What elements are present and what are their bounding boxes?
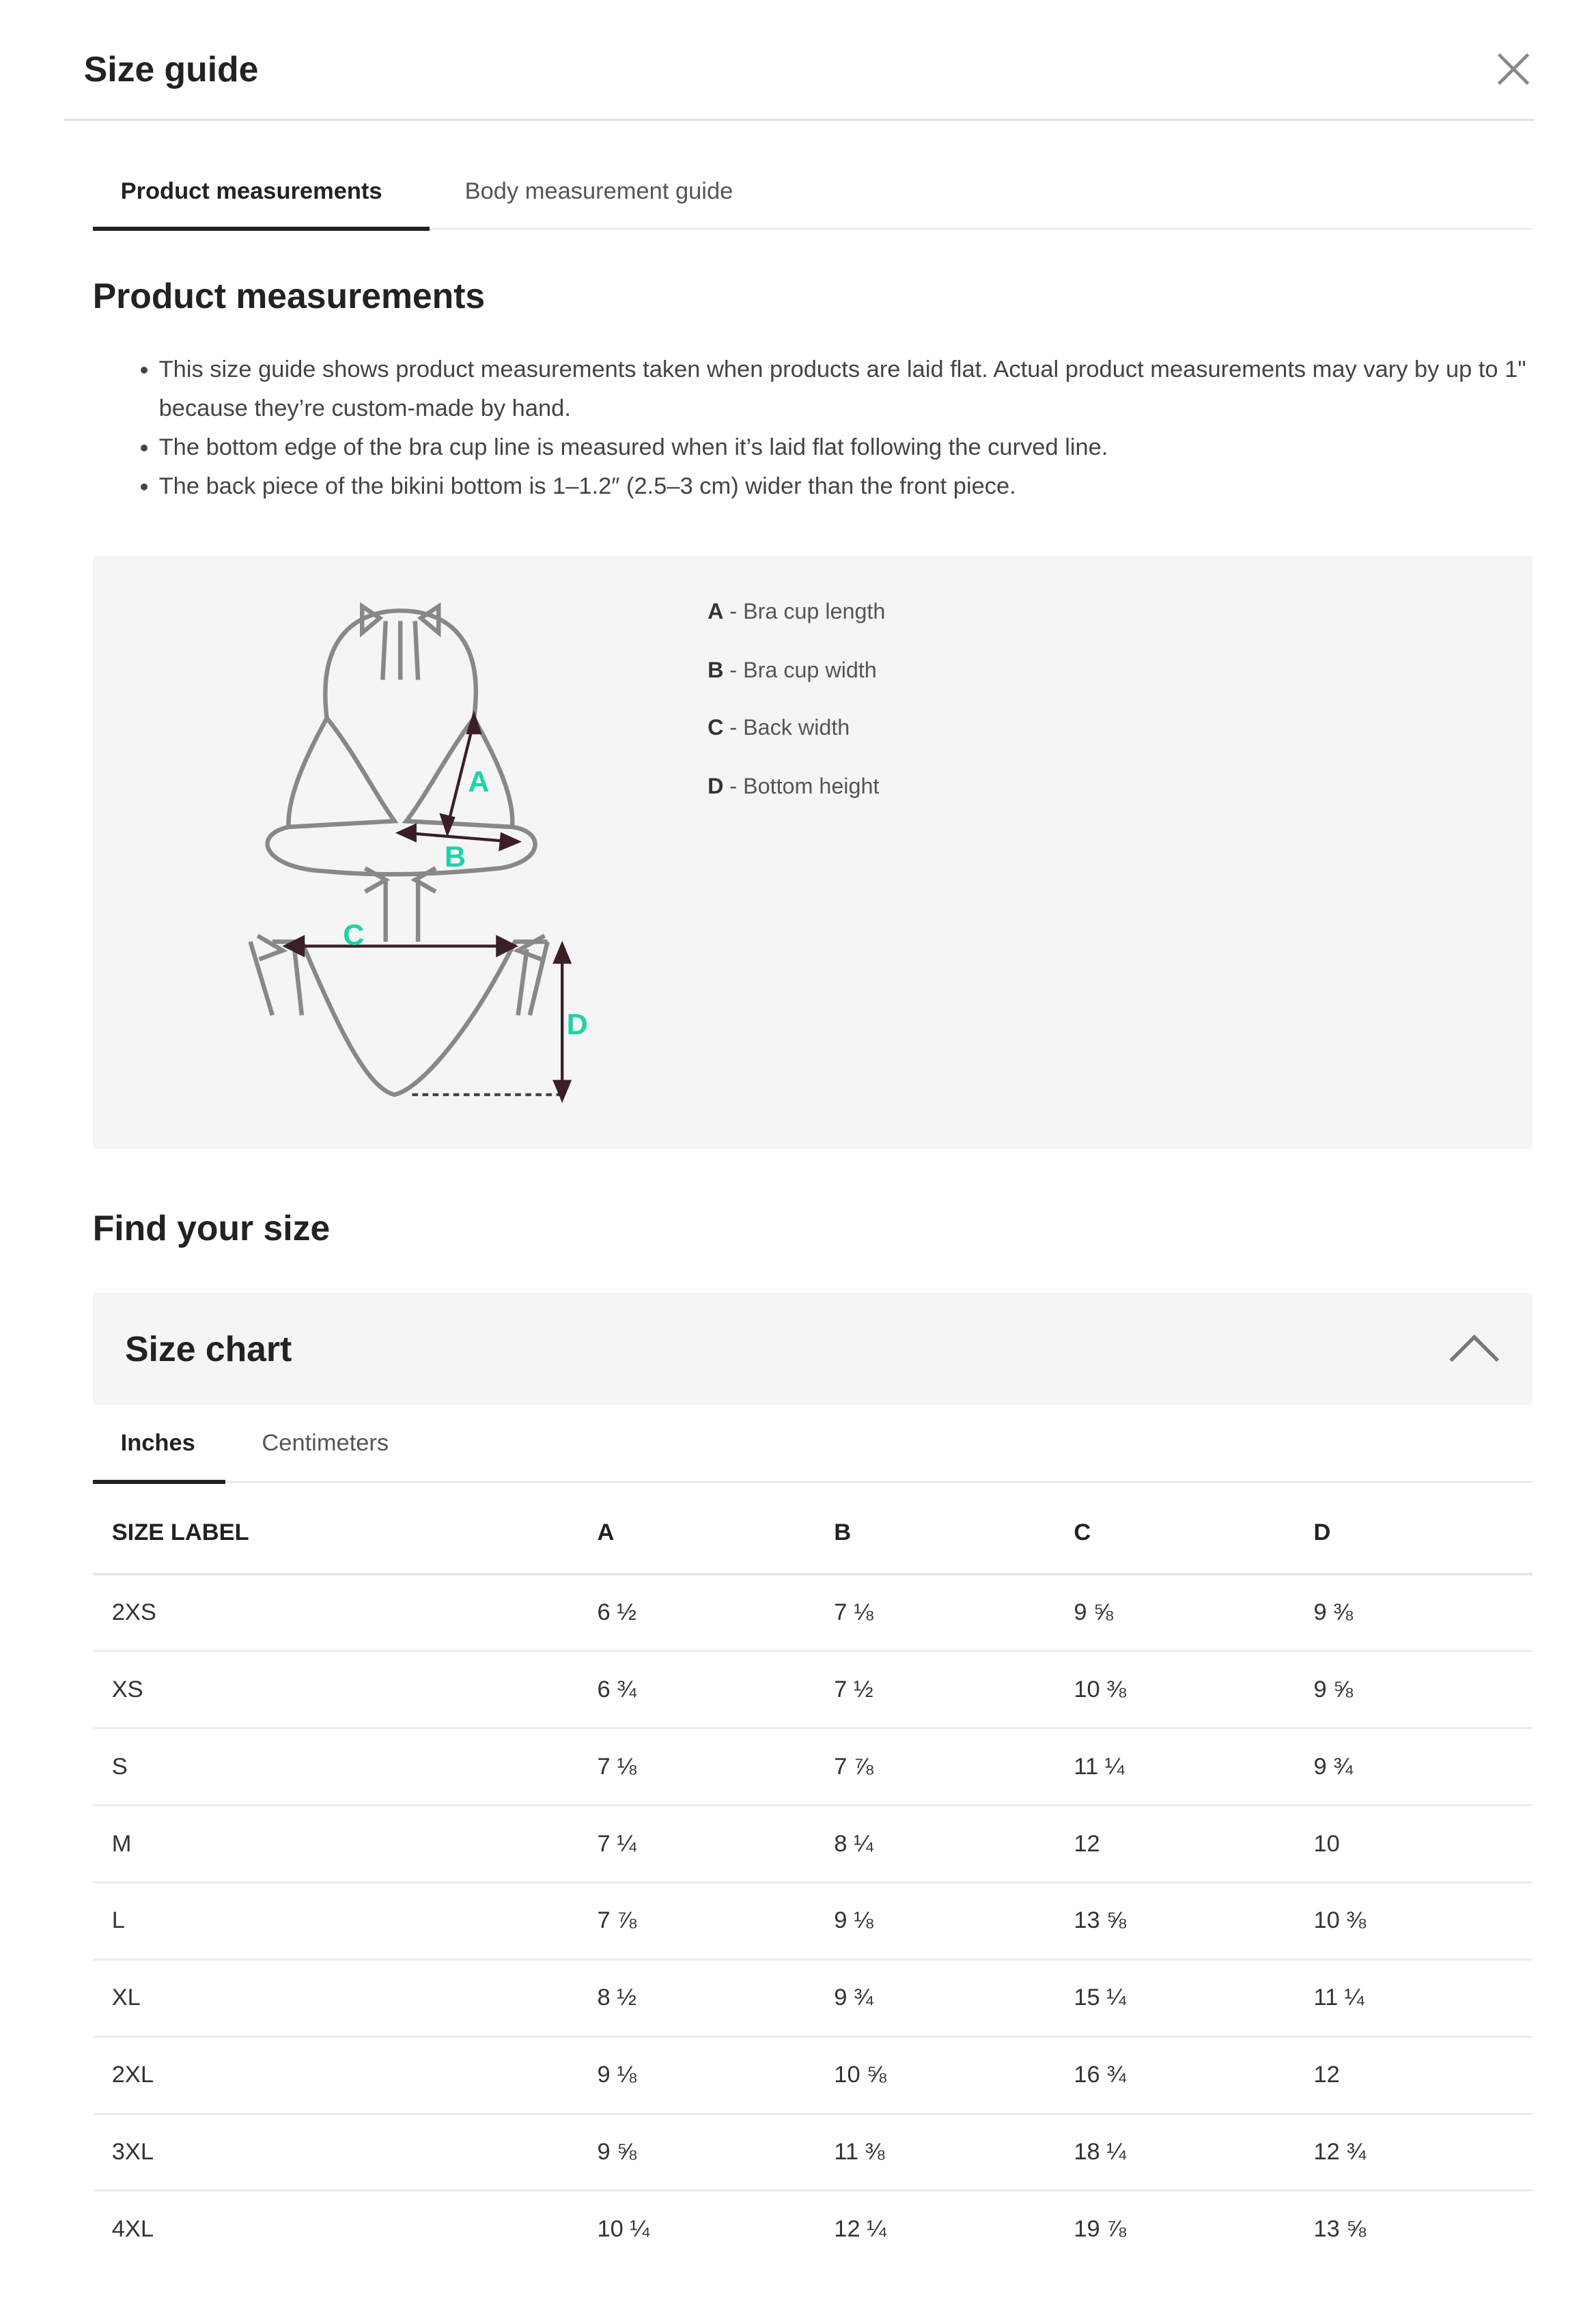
table-row — [93, 1806, 1533, 1883]
label-d: D — [566, 1008, 588, 1041]
table-cell: 11 ⅜ — [834, 2114, 1074, 2191]
table-cell: 9 ¾ — [834, 1959, 1074, 2036]
unit-tabs-divider — [93, 1481, 1533, 1483]
table-cell: 8 ¼ — [834, 1806, 1074, 1883]
legend-label: - Bra cup length — [723, 598, 886, 623]
size-chart-accordion-header[interactable] — [93, 1293, 1533, 1405]
table-cell: 12 — [1313, 2036, 1532, 2114]
table-cell: 16 ¾ — [1074, 2036, 1313, 2114]
table-cell: 8 ½ — [598, 1959, 835, 2036]
table-row — [93, 1728, 1533, 1806]
note-item: • The back piece of the bikini bottom is 1–1.2″ (2.5–3 cm) wider than the front piece. — [159, 467, 1556, 506]
table-row — [93, 1882, 1533, 1959]
table-cell: 7 ½ — [834, 1651, 1074, 1728]
note-item: • The bottom edge of the bra cup line is measured when it’s laid flat following the curved line. — [159, 428, 1556, 467]
tab-inches[interactable]: Inches — [120, 1429, 195, 1456]
legend-item-a — [708, 599, 885, 624]
table-row — [93, 2191, 1533, 2267]
table-cell: XS — [93, 1651, 598, 1728]
legend-key: B — [708, 657, 724, 682]
dialog-title: Size guide — [83, 49, 259, 89]
table-row — [93, 1959, 1533, 2036]
column-header: B — [834, 1493, 1074, 1573]
active-unit-indicator — [93, 1480, 225, 1484]
table-cell: 4XL — [111, 2215, 154, 2242]
table-cell: 7 ⅞ — [834, 1728, 1074, 1806]
table-cell: 3XL — [93, 2114, 598, 2191]
table-cell: 9 ⅜ — [1313, 1574, 1532, 1651]
section-heading: Product measurements — [92, 275, 486, 316]
label-a: A — [467, 765, 490, 798]
table-cell: L — [93, 1882, 598, 1959]
table-cell: M — [93, 1806, 598, 1883]
legend-key: D — [708, 774, 724, 798]
table-cell: 10 — [1313, 1806, 1532, 1883]
table-cell: 19 ⅞ — [1074, 2215, 1127, 2242]
table-cell: 9 ⅛ — [598, 2036, 835, 2114]
table-cell: 9 ⅝ — [598, 2114, 835, 2191]
column-header: C — [1074, 1493, 1313, 1573]
table-cell: 12 — [1074, 1806, 1313, 1883]
table-cell: 9 ⅝ — [1313, 1651, 1532, 1728]
size-table — [93, 1493, 1533, 2267]
table-cell: 7 ⅞ — [598, 1882, 835, 1959]
header-divider — [64, 119, 1535, 120]
column-header: A — [598, 1493, 835, 1573]
table-cell: 9 ¾ — [1313, 1728, 1532, 1806]
table-cell: 13 ⅝ — [1313, 2215, 1367, 2242]
legend-label: - Bottom height — [723, 774, 880, 798]
table-cell: 7 ¼ — [598, 1806, 835, 1883]
table-cell: 11 ¼ — [1074, 1728, 1313, 1806]
table-header-row — [93, 1493, 1533, 1573]
legend-key: A — [708, 598, 724, 623]
column-header: SIZE LABEL — [93, 1493, 598, 1573]
legend-item-b — [708, 658, 877, 683]
table-cell: 15 ¼ — [1074, 1959, 1313, 2036]
table-cell: 12 ¾ — [1313, 2114, 1532, 2191]
table-cell: 9 ⅛ — [834, 1882, 1074, 1959]
label-b: B — [444, 840, 466, 873]
column-header: D — [1313, 1493, 1532, 1573]
active-tab-indicator — [93, 227, 430, 231]
table-row — [93, 1651, 1533, 1728]
table-cell: 10 ⅝ — [834, 2036, 1074, 2114]
tab-product-measurements[interactable]: Product measurements — [120, 178, 382, 204]
chevron-up-icon[interactable] — [1448, 1328, 1501, 1366]
table-cell: 10 ⅜ — [1074, 1651, 1313, 1728]
table-cell: 9 ⅝ — [1074, 1574, 1313, 1651]
table-cell: 10 ⅜ — [1313, 1882, 1532, 1959]
table-cell: 2XS — [93, 1574, 598, 1651]
table-row — [93, 2114, 1533, 2191]
table-cell: 6 ½ — [598, 1574, 835, 1651]
table-row — [93, 1574, 1533, 1651]
table-cell: 18 ¼ — [1074, 2114, 1313, 2191]
table-cell: XL — [93, 1959, 598, 2036]
size-chart-title: Size chart — [125, 1329, 292, 1369]
table-cell: 7 ⅛ — [834, 1574, 1074, 1651]
close-icon[interactable] — [1493, 48, 1534, 89]
table-cell: 12 ¼ — [834, 2215, 886, 2242]
tab-centimeters[interactable]: Centimeters — [262, 1429, 389, 1456]
notes-list — [132, 350, 1556, 506]
table-cell: 7 ⅛ — [598, 1728, 835, 1806]
label-c: C — [342, 918, 364, 951]
table-row — [93, 2036, 1533, 2114]
table-cell: S — [93, 1728, 598, 1806]
note-item: • This size guide shows product measurements taken when products are laid flat. Actual product measurements may vary by up to 1" because they’re custom-made by hand. — [159, 350, 1556, 428]
bikini-measurement-diagram — [236, 589, 618, 1118]
legend-item-c — [708, 715, 850, 740]
legend-key: C — [708, 714, 724, 740]
tab-body-measurement-guide[interactable]: Body measurement guide — [464, 178, 733, 204]
table-cell: 2XL — [93, 2036, 598, 2114]
legend-label: - Back width — [723, 714, 850, 740]
table-cell: 6 ¾ — [598, 1651, 835, 1728]
table-cell: 10 ¼ — [597, 2215, 650, 2242]
legend-label: - Bra cup width — [723, 657, 877, 682]
table-cell: 13 ⅝ — [1074, 1882, 1313, 1959]
legend-item-d — [708, 774, 879, 799]
table-cell: 11 ¼ — [1313, 1959, 1532, 2036]
find-size-heading: Find your size — [92, 1208, 331, 1248]
